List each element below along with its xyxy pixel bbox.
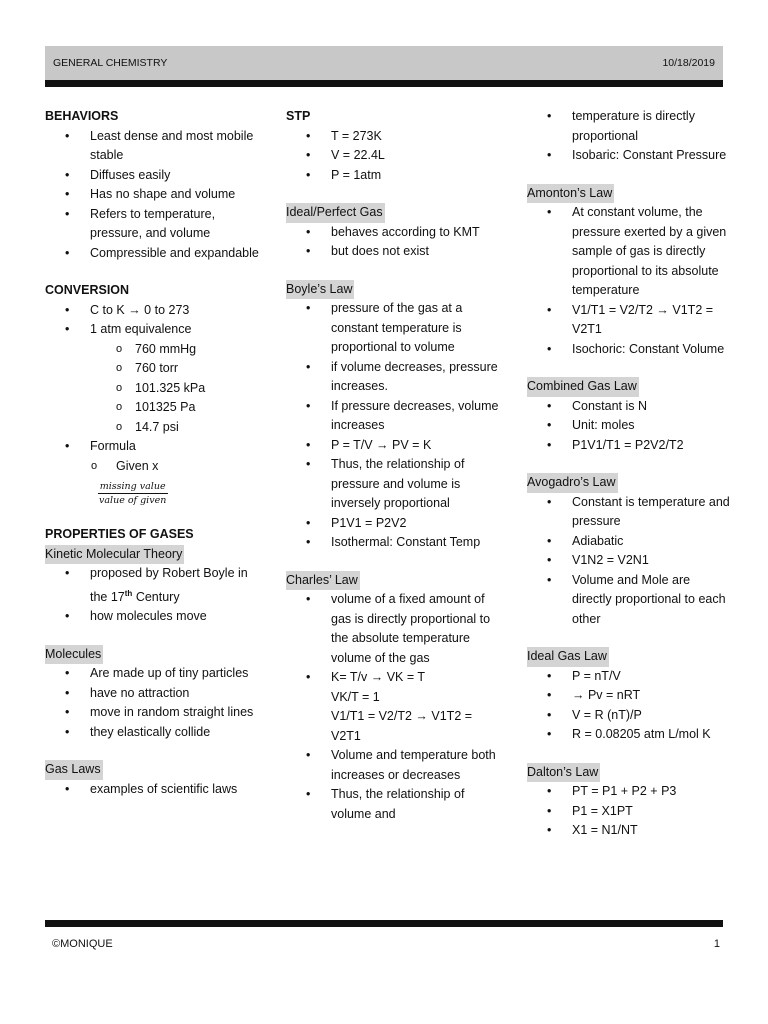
header-rule xyxy=(45,80,723,87)
list-item xyxy=(286,668,501,746)
list-item: • volume of a fixed amount of gas is directly proportional to the absolute temperature volume of the gas xyxy=(286,590,501,668)
gas-laws-subheading: Gas Laws xyxy=(45,760,103,780)
equation-line: V1/T1 = V2/T2 → V1T2 = V2T1 xyxy=(331,709,473,743)
ideal-gas-subheading: Ideal/Perfect Gas xyxy=(286,203,385,223)
conversion-fraction xyxy=(97,480,168,507)
charles-law-subheading: Charles’ Law xyxy=(286,571,360,591)
ideal-gas-list xyxy=(286,223,501,262)
list-item: • V = 22.4L xyxy=(286,146,501,166)
atm-label: 1 atm equivalence xyxy=(90,322,192,336)
kmt-item-text-end: Century xyxy=(135,589,180,604)
list-item: • behaves according to KMT xyxy=(286,223,501,243)
column-2 xyxy=(286,107,501,824)
list-item: • → Pv = nRT xyxy=(527,686,732,706)
behaviors-list xyxy=(45,127,260,264)
equation-line: • K= T/v → VK = T xyxy=(331,670,426,684)
fraction-numerator: missing value xyxy=(99,481,166,492)
list-item: o 760 mmHg xyxy=(45,340,260,360)
list-item: • V1N2 = V2N1 xyxy=(527,551,732,571)
header-title: GENERAL CHEMISTRY xyxy=(53,57,168,69)
list-item: • Volume and temperature both increases or decreases xyxy=(286,746,501,785)
properties-heading: PROPERTIES OF GASES xyxy=(45,527,194,541)
list-item: • PT = P1 + P2 + P3 xyxy=(527,782,732,802)
boyles-law-list xyxy=(286,299,501,553)
behaviors-heading: BEHAVIORS xyxy=(45,109,119,123)
page-header xyxy=(45,46,723,80)
list-item: • Constant is N xyxy=(527,397,732,417)
list-item: • have no attraction xyxy=(45,684,260,704)
list-item: • If pressure decreases, volume increases xyxy=(286,397,501,436)
conversion-heading: CONVERSION xyxy=(45,283,130,297)
column-1 xyxy=(45,107,260,799)
kmt-subheading: Kinetic Molecular Theory xyxy=(45,545,184,565)
list-item: • examples of scientific laws xyxy=(45,780,260,800)
gas-laws-list xyxy=(45,780,260,800)
molecules-subheading: Molecules xyxy=(45,645,103,665)
column-3 xyxy=(527,107,732,841)
kmt-item-text: proposed by Robert Boyle in the 17 xyxy=(90,566,248,604)
list-item: • X1 = N1/NT xyxy=(527,821,732,841)
list-item-continuation xyxy=(527,107,732,146)
list-item: • Are made up of tiny particles xyxy=(45,664,260,684)
list-item: • P = 1atm xyxy=(286,166,501,186)
list-item: • Adiabatic xyxy=(527,532,732,552)
daltons-law-list xyxy=(527,782,732,841)
formula-sublist xyxy=(45,457,260,508)
page-number: 1 xyxy=(713,938,720,950)
list-item: • pressure of the gas at a constant temperature is proportional to volume xyxy=(286,299,501,358)
list-item xyxy=(45,320,260,340)
atm-sublist xyxy=(45,340,260,438)
footer-rule xyxy=(45,920,723,927)
equation-line: VK/T = 1 xyxy=(331,689,380,704)
list-item: o 14.7 psi xyxy=(45,418,260,438)
list-item: • Isothermal: Constant Temp xyxy=(286,533,501,553)
amontons-law-list xyxy=(527,203,732,359)
list-item xyxy=(45,564,260,607)
ideal-gas-law-list xyxy=(527,667,732,745)
header-date: 10/18/2019 xyxy=(662,57,715,69)
list-item: • Compressible and expandable xyxy=(45,244,260,264)
list-item: o 101325 Pa xyxy=(45,398,260,418)
list-item: • Diffuses easily xyxy=(45,166,260,186)
list-item: • Has no shape and volume xyxy=(45,185,260,205)
list-item: o 760 torr xyxy=(45,359,260,379)
fraction-denominator: value of given xyxy=(99,495,167,506)
list-item: • Volume and Mole are directly proportional to each other xyxy=(527,571,732,630)
list-item: • if volume decreases, pressure increases. xyxy=(286,358,501,397)
list-item: • Isochoric: Constant Volume xyxy=(527,340,732,360)
list-item: • but does not exist xyxy=(286,242,501,262)
list-item: • how molecules move xyxy=(45,607,260,627)
list-item: • Constant is temperature and pressure xyxy=(527,493,732,532)
charles-law-list-continued xyxy=(527,107,732,146)
list-item: • R = 0.08205 atm L/mol K xyxy=(527,725,732,745)
list-item: • C to K → 0 to 273 xyxy=(45,301,260,321)
list-item: • T = 273K xyxy=(286,127,501,147)
list-item: • Formula xyxy=(45,437,260,457)
kmt-list xyxy=(45,564,260,627)
amontons-law-subheading: Amonton’s Law xyxy=(527,184,614,204)
list-item: • P = nT/V xyxy=(527,667,732,687)
list-item: • V1/T1 = V2/T2 → V1T2 = V2T1 xyxy=(527,301,732,340)
list-item: • Refers to temperature, pressure, and volume xyxy=(45,205,260,244)
list-item: • P = T/V → PV = K xyxy=(286,436,501,456)
list-item: • P1V1 = P2V2 xyxy=(286,514,501,534)
superscript: th xyxy=(124,588,133,598)
list-item: • P1 = X1PT xyxy=(527,802,732,822)
list-item: • Unit: moles xyxy=(527,416,732,436)
combined-gas-law-list xyxy=(527,397,732,456)
continued-text: temperature is directly proportional xyxy=(572,109,695,143)
list-item: • move in random straight lines xyxy=(45,703,260,723)
list-item: • Thus, the relationship of pressure and volume is inversely proportional xyxy=(286,455,501,514)
list-item: • P1V1/T1 = P2V2/T2 xyxy=(527,436,732,456)
avogadros-law-subheading: Avogadro’s Law xyxy=(527,473,618,493)
combined-gas-law-subheading: Combined Gas Law xyxy=(527,377,639,397)
stp-list xyxy=(286,127,501,186)
list-item: • At constant volume, the pressure exerted by a given sample of gas is directly proportional to its absolute temperature xyxy=(527,203,732,301)
list-item: o 101.325 kPa xyxy=(45,379,260,399)
list-item: • Isobaric: Constant Pressure xyxy=(527,146,732,166)
molecules-list xyxy=(45,664,260,742)
stp-heading: STP xyxy=(286,109,311,123)
list-item: • they elastically collide xyxy=(45,723,260,743)
list-item xyxy=(45,457,260,508)
list-item: • Least dense and most mobile stable xyxy=(45,127,260,166)
given-label: Given x xyxy=(116,458,159,473)
list-item: • V = R (nT)/P xyxy=(527,706,732,726)
ideal-gas-law-subheading: Ideal Gas Law xyxy=(527,647,609,667)
daltons-law-subheading: Dalton’s Law xyxy=(527,763,600,783)
conversion-list xyxy=(45,301,260,340)
avogadros-law-list xyxy=(527,493,732,630)
charles-law-list xyxy=(286,590,501,824)
list-item: • Thus, the relationship of volume and xyxy=(286,785,501,824)
boyles-law-subheading: Boyle’s Law xyxy=(286,280,354,300)
footer-author: ©MONIQUE xyxy=(52,938,113,950)
